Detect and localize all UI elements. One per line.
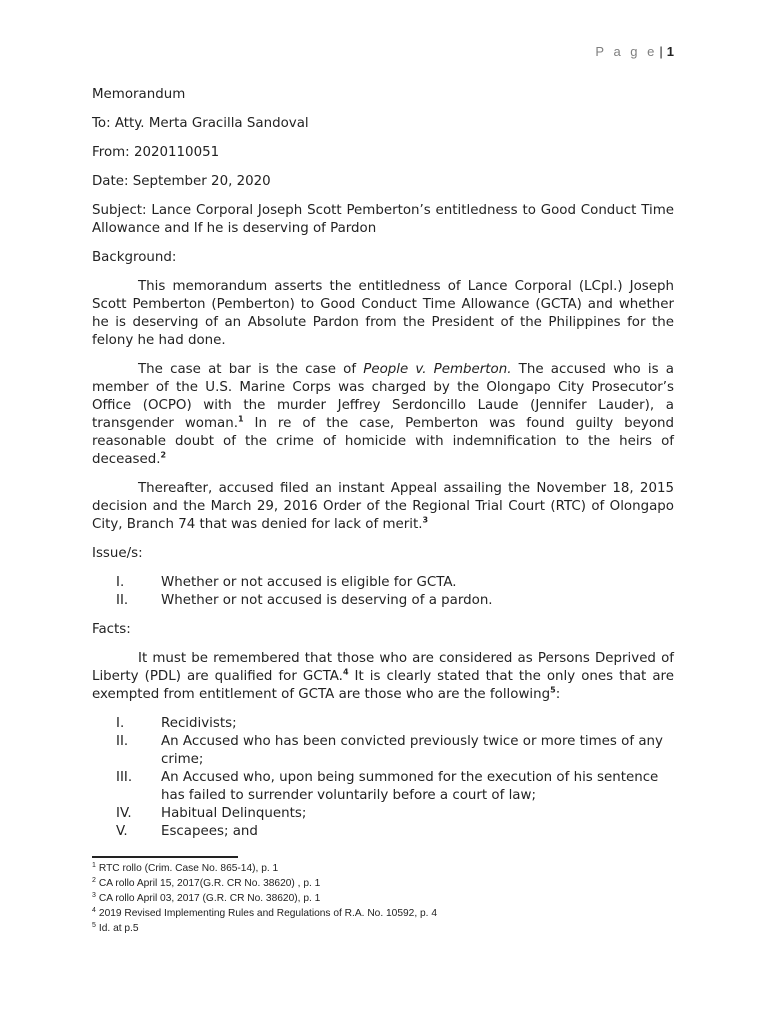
issues-heading: Issue/s:	[92, 546, 143, 561]
list-number: IV.	[116, 806, 132, 821]
memo-subject: Subject: Lance Corporal Joseph Scott Pemberton’s entitledness to Good Conduct Time Allowance and If he is deserving of Pardon	[92, 203, 674, 236]
footnote-divider	[92, 856, 238, 858]
paragraph-text: In re of the case, Pemberton was found guilty beyond reasonable doubt of the crime of homicide with indemnification to the heirs of deceased.	[92, 416, 674, 467]
footnote-ref[interactable]: 4	[342, 667, 349, 677]
list-number: I.	[116, 575, 125, 590]
issues-list	[92, 574, 674, 610]
list-text: Recidivists;	[161, 716, 237, 731]
background-heading: Background:	[92, 250, 177, 265]
list-text: An Accused who has been convicted previously twice or more times of any crime;	[161, 734, 663, 767]
paragraph-text: It must be remembered that those who are considered as Persons Deprived of Liberty (PDL) are qualified for GCTA.	[92, 651, 674, 684]
paragraph-text: The accused who is a member of the U.S. Marine Corps was charged by the Olongapo City Prosecutor’s Office (OCPO) with the murder Jeffrey Serdoncillo Laude (Jennifer Lauder), a transgender woman.	[92, 362, 675, 431]
facts-paragraph-1	[92, 650, 674, 704]
footnote-number: 5	[92, 921, 96, 929]
memo-date: Date: September 20, 2020	[92, 174, 271, 189]
page-separator: |	[659, 44, 663, 59]
list-item	[92, 574, 674, 592]
footnote	[92, 892, 674, 905]
list-number: V.	[116, 824, 128, 839]
footnote-text: CA rollo April 15, 2017(G.R. CR No. 38620) , p. 1	[98, 878, 321, 889]
list-text: Habitual Delinquents;	[161, 806, 307, 821]
page-number: 1	[666, 44, 674, 59]
footnote-text: 2019 Revised Implementing Rules and Regulations of R.A. No. 10592, p. 4	[98, 908, 437, 919]
list-number: II.	[116, 593, 129, 608]
footnote-text: CA rollo April 03, 2017 (G.R. CR No. 38620), p. 1	[98, 893, 321, 904]
case-title: People v. Pemberton.	[363, 362, 512, 377]
exemptions-list	[92, 715, 674, 841]
list-text: An Accused who, upon being summoned for the execution of his sentence has failed to surrender voluntarily before a court of law;	[161, 770, 659, 803]
footnote	[92, 922, 674, 935]
list-item	[92, 769, 674, 805]
footnote-ref[interactable]: 3	[422, 515, 429, 525]
list-text: Whether or not accused is deserving of a pardon.	[161, 593, 493, 608]
list-item	[92, 805, 674, 823]
memo-body	[92, 86, 674, 852]
footnote-number: 2	[92, 876, 96, 884]
background-paragraph-1: This memorandum asserts the entitledness of Lance Corporal (LCpl.) Joseph Scott Pemberton (Pemberton) to Good Conduct Time Allowance (GCTA) and whether he is deserving of an Absolute Pardon from the President of the Philippines for the felony he had done.	[92, 279, 674, 348]
list-number: II.	[116, 734, 129, 749]
list-item	[92, 592, 674, 610]
list-item	[92, 823, 674, 841]
list-number: I.	[116, 716, 125, 731]
background-paragraph-3	[92, 480, 674, 534]
page-number-header	[595, 44, 674, 59]
footnote-number: 1	[92, 861, 96, 869]
facts-heading: Facts:	[92, 622, 131, 637]
paragraph-text: The case at bar is the case of	[138, 362, 364, 377]
paragraph-text: :	[555, 687, 561, 702]
footnote-number: 4	[92, 906, 96, 914]
list-text: Escapees; and	[161, 824, 258, 839]
paragraph-text: It is clearly stated that the only ones that are exempted from entitlement of GCTA are those who are the following	[92, 669, 674, 702]
footnote-number: 3	[92, 891, 96, 899]
list-number: III.	[116, 770, 133, 785]
footnote-ref[interactable]: 1	[238, 414, 244, 424]
footnote	[92, 877, 674, 890]
footnote	[92, 862, 674, 875]
footnote-ref[interactable]: 2	[160, 450, 167, 460]
footnotes-section	[92, 856, 674, 937]
footnote-ref[interactable]: 5	[550, 685, 556, 695]
memo-to: To: Atty. Merta Gracilla Sandoval	[92, 116, 309, 131]
list-text: Whether or not accused is eligible for GCTA.	[161, 575, 457, 590]
list-item	[92, 733, 674, 769]
list-item	[92, 715, 674, 733]
footnote-text: Id. at p.5	[98, 923, 139, 934]
memo-from: From: 2020110051	[92, 145, 220, 160]
footnote	[92, 907, 674, 920]
background-paragraph-2	[92, 361, 674, 469]
memo-title: Memorandum	[92, 87, 186, 102]
footnote-text: RTC rollo (Crim. Case No. 865-14), p. 1	[98, 863, 279, 874]
page-label: P a g e	[595, 44, 658, 59]
paragraph-text: Thereafter, accused filed an instant Appeal assailing the November 18, 2015 decision and the March 29, 2016 Order of the Regional Trial Court (RTC) of Olongapo City, Branch 74 that was denied for lack of merit.	[92, 481, 674, 532]
